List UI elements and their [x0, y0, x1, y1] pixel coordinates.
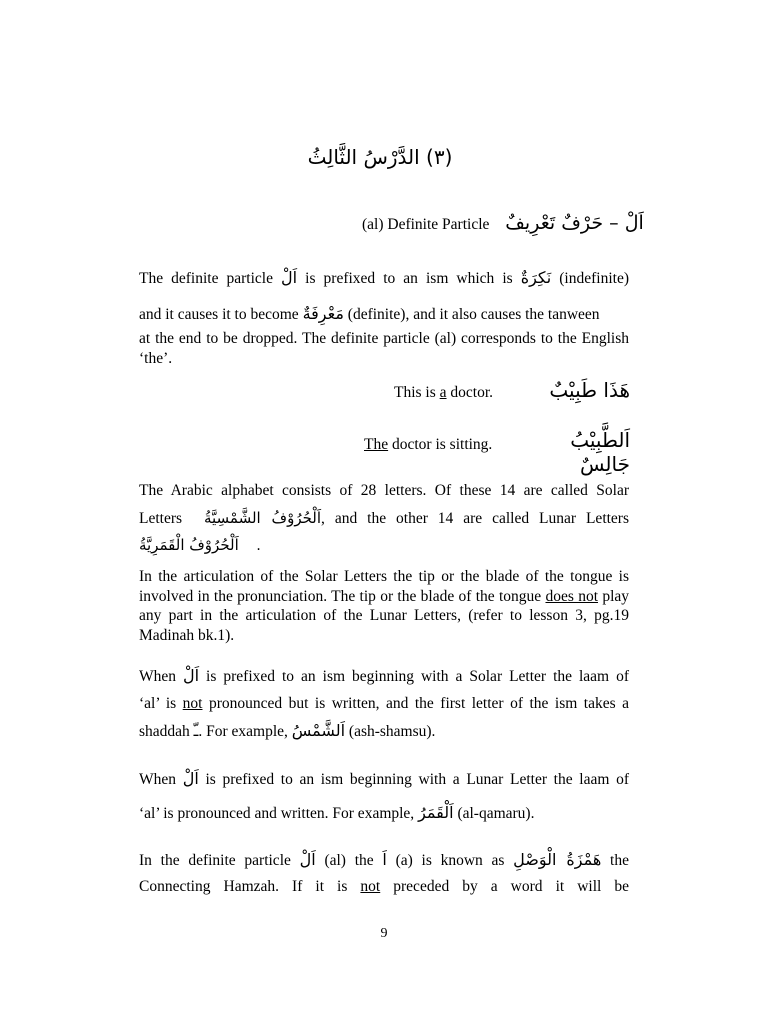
example-arabic-2: اَلطَّبِيْبُ جَالِسٌ [570, 428, 630, 476]
example-this-is-a-doctor: This is a doctor. [394, 384, 494, 401]
p1-rest: at the end to be dropped. The definite particle (al) corresponds to the English ‘the’. [139, 330, 629, 367]
p4-line3: shaddah ـّ. For example, اَلشَّمْسُ (ash-shamsu). [139, 721, 436, 740]
p5-line1: When اَلْ is prefixed to an ism beginning with a Lunar Letter the laam of [139, 769, 629, 788]
paragraph-solar [139, 662, 629, 745]
p4-line1: When اَلْ is prefixed to an ism beginning with a Solar Letter the laam of [139, 666, 629, 685]
lesson-title: (٣) الدَّرْسُ الثَّالِثُ [307, 145, 453, 169]
p5-line2: ‘al’ is pronounced and written. For example, اَلْقَمَرُ (al-qamaru). [139, 803, 535, 822]
paragraph-connecting-hamzah [139, 847, 629, 900]
paragraph-articulation: In the articulation of the Solar Letters the tip or the blade of the tongue is involved in the pronunciation. The tip or the blade of the tongue does not play any part in the articulation of the Lunar Letters, (refer to lesson 3, pg.19 Madinah bk.1). [139, 568, 630, 644]
p4-line2: ‘al’ is not pronounced but is written, and the first letter of the ism takes a [139, 695, 629, 712]
p2-line1: The Arabic alphabet consists of 28 letters. Of these 14 are called Solar [139, 482, 629, 499]
p2-line3: اَلْحُرُوْفُ الْقَمَرِيَّةُ . [139, 536, 261, 554]
example-the-doctor-is-sitting: The doctor is sitting. [364, 436, 493, 453]
heading-arabic: اَلْ – حَرْفٌ تَعْرِيفٌ [505, 212, 644, 234]
p6-line1: In the definite particle اَلْ (al) the اَ (a) is known as هَمْزَةُ الْوَصْلِ the [139, 850, 629, 869]
paragraph-definite-particle [139, 263, 629, 368]
p6-line2: Connecting Hamzah. If it is not preceded by a word it will be [139, 878, 629, 895]
p2-line2: Letters اَلْحُرُوْفُ الشَّمْسِيَّةُ, and the other 14 are called Lunar Letters [139, 508, 630, 527]
heading-english: (al) Definite Particle [362, 216, 490, 233]
p1-line2: and it causes it to become مَعْرِفَةٌ (definite), and it also causes the tanween [139, 304, 600, 323]
p1-line1: The definite particle اَلْ is prefixed to an ism which is نَكِرَةٌ (indefinite) [139, 268, 629, 287]
example-arabic-1: هَذَا طَبِيْبٌ [549, 378, 630, 402]
page-number: 9 [380, 926, 388, 941]
paragraph-alphabet [139, 481, 629, 556]
paragraph-lunar [139, 762, 629, 830]
section-heading [362, 212, 644, 234]
